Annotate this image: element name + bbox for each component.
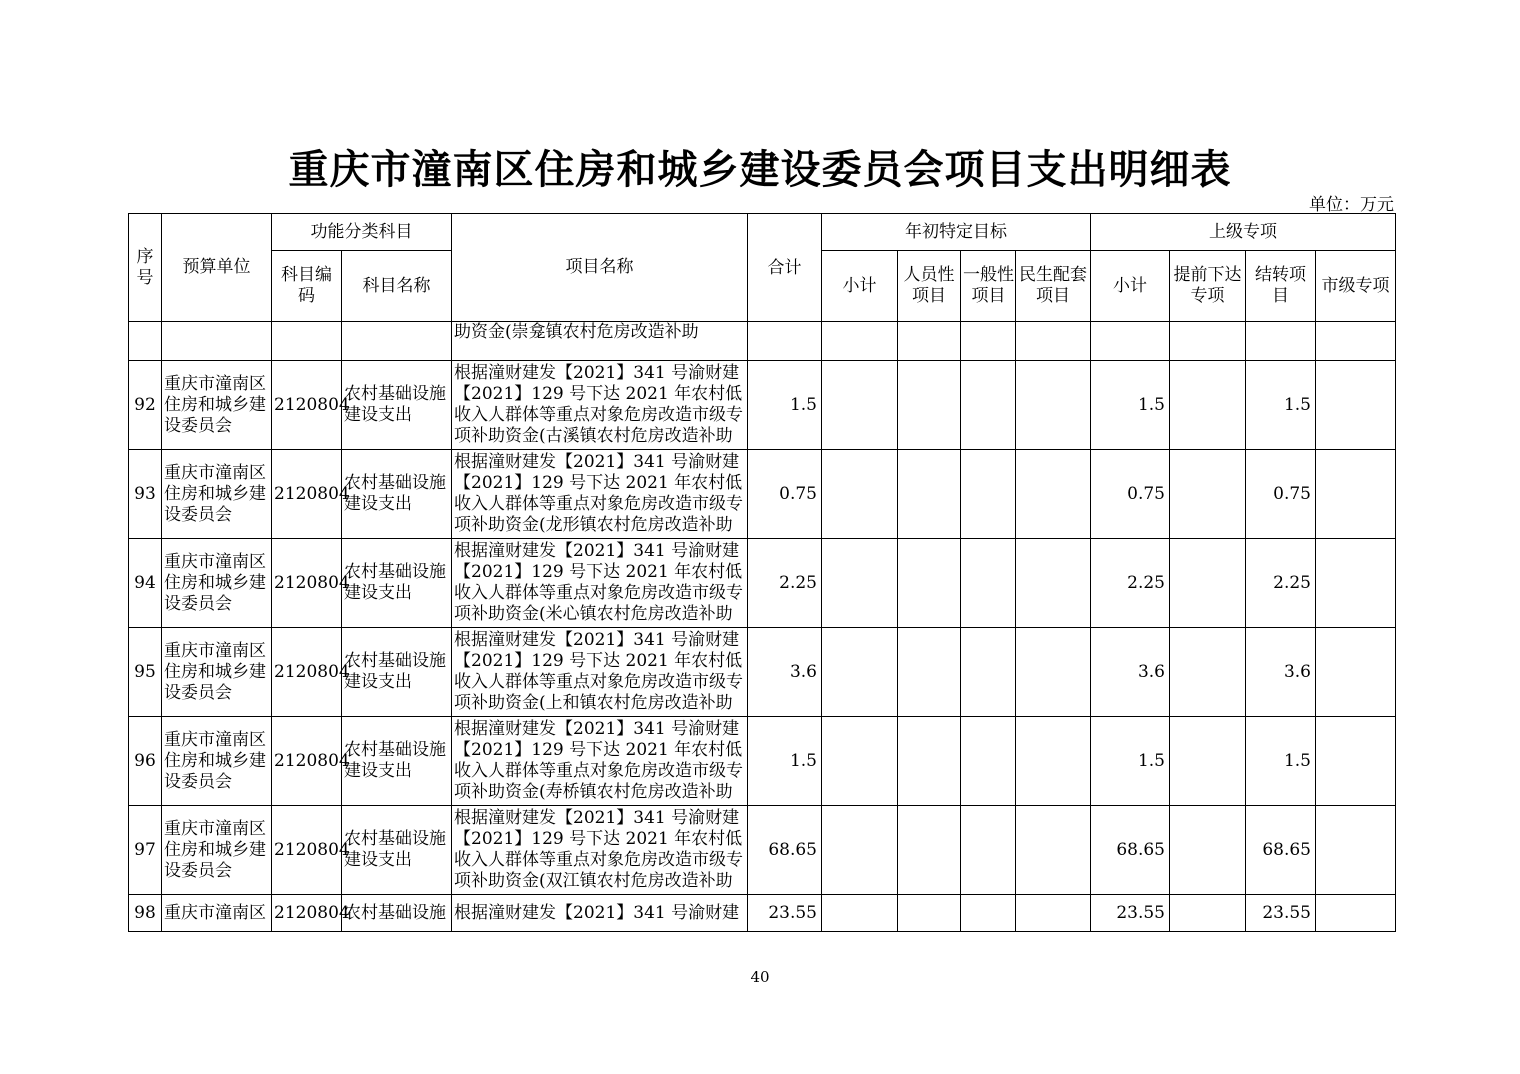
cell-unit: 重庆市潼南区住房和城乡建设委员会 <box>162 539 272 628</box>
cell-subject: 农村基础设施建设支出 <box>342 806 452 895</box>
cell-carryover: 68.65 <box>1246 806 1316 895</box>
cell-total: 23.55 <box>748 895 822 932</box>
cell-seq: 92 <box>129 361 162 450</box>
cell-unit: 重庆市潼南区住房和城乡建设委员会 <box>162 628 272 717</box>
table-row <box>129 717 1396 806</box>
cell-total: 2.25 <box>748 539 822 628</box>
header-unit: 预算单位 <box>162 214 272 322</box>
header-personnel: 人员性项目 <box>898 251 961 322</box>
header-carryover: 结转项目 <box>1246 251 1316 322</box>
table-row-continuation <box>129 322 1396 361</box>
cell-code: 2120804 <box>272 628 342 717</box>
header-upper-group: 上级专项 <box>1091 214 1396 251</box>
cell-project: 根据潼财建发【2021】341 号渝财建【2021】129 号下达 2021 年农村低收入人群体等重点对象危房改造市级专项补助资金(米心镇农村危房改造补助 <box>452 539 748 628</box>
cell-code: 2120804 <box>272 361 342 450</box>
header-upper-subtotal: 小计 <box>1091 251 1170 322</box>
cell-code: 2120804 <box>272 806 342 895</box>
cell-unit: 重庆市潼南区住房和城乡建设委员会 <box>162 717 272 806</box>
header-project: 项目名称 <box>452 214 748 322</box>
cell-code: 2120804 <box>272 895 342 932</box>
header-annual-group: 年初特定目标 <box>822 214 1091 251</box>
cell-total: 68.65 <box>748 806 822 895</box>
header-advance: 提前下达专项 <box>1170 251 1246 322</box>
cell-seq: 94 <box>129 539 162 628</box>
table-row <box>129 450 1396 539</box>
cell-project: 根据潼财建发【2021】341 号渝财建 <box>452 895 748 932</box>
cell-code: 2120804 <box>272 539 342 628</box>
cell-upper-subtotal: 0.75 <box>1091 450 1170 539</box>
page-title: 重庆市潼南区住房和城乡建设委员会项目支出明细表 <box>288 147 1232 193</box>
cell-seq: 93 <box>129 450 162 539</box>
cell-seq: 97 <box>129 806 162 895</box>
cell-unit: 重庆市潼南区住房和城乡建设委员会 <box>162 450 272 539</box>
header-code: 科目编码 <box>272 251 342 322</box>
cell-subject: 农村基础设施建设支出 <box>342 628 452 717</box>
header-total: 合计 <box>748 214 822 322</box>
cell-carryover: 23.55 <box>1246 895 1316 932</box>
header-general: 一般性项目 <box>961 251 1016 322</box>
table-row <box>129 806 1396 895</box>
cell-upper-subtotal: 2.25 <box>1091 539 1170 628</box>
cell-unit: 重庆市潼南区 <box>162 895 272 932</box>
cell-unit: 重庆市潼南区住房和城乡建设委员会 <box>162 806 272 895</box>
cell-seq: 96 <box>129 717 162 806</box>
cell-project: 根据潼财建发【2021】341 号渝财建【2021】129 号下达 2021 年农村低收入人群体等重点对象危房改造市级专项补助资金(龙形镇农村危房改造补助 <box>452 450 748 539</box>
cell-carryover: 1.5 <box>1246 717 1316 806</box>
cell-unit: 重庆市潼南区住房和城乡建设委员会 <box>162 361 272 450</box>
table-row <box>129 628 1396 717</box>
cell-upper-subtotal: 68.65 <box>1091 806 1170 895</box>
cell-project: 根据潼财建发【2021】341 号渝财建【2021】129 号下达 2021 年农村低收入人群体等重点对象危房改造市级专项补助资金(古溪镇农村危房改造补助 <box>452 361 748 450</box>
cell-carryover: 1.5 <box>1246 361 1316 450</box>
cell-seq: 98 <box>129 895 162 932</box>
page-number: 40 <box>750 968 770 986</box>
cell-code: 2120804 <box>272 717 342 806</box>
cell-subject: 农村基础设施建设支出 <box>342 717 452 806</box>
header-func-group: 功能分类科目 <box>272 214 452 251</box>
cell-project: 助资金(崇龛镇农村危房改造补助 <box>452 322 748 361</box>
header-seq: 序号 <box>129 214 162 322</box>
cell-subject: 农村基础设施 <box>342 895 452 932</box>
cell-project: 根据潼财建发【2021】341 号渝财建【2021】129 号下达 2021 年农村低收入人群体等重点对象危房改造市级专项补助资金(上和镇农村危房改造补助 <box>452 628 748 717</box>
cell-carryover: 0.75 <box>1246 450 1316 539</box>
cell-upper-subtotal: 3.6 <box>1091 628 1170 717</box>
cell-total: 3.6 <box>748 628 822 717</box>
unit-label: 单位：万元 <box>1309 195 1394 215</box>
cell-subject: 农村基础设施建设支出 <box>342 450 452 539</box>
cell-total: 1.5 <box>748 717 822 806</box>
cell-total: 1.5 <box>748 361 822 450</box>
cell-upper-subtotal: 1.5 <box>1091 717 1170 806</box>
cell-carryover: 2.25 <box>1246 539 1316 628</box>
table-row-last <box>129 895 1396 932</box>
cell-upper-subtotal: 23.55 <box>1091 895 1170 932</box>
cell-subject: 农村基础设施建设支出 <box>342 539 452 628</box>
header-subject: 科目名称 <box>342 251 452 322</box>
cell-carryover: 3.6 <box>1246 628 1316 717</box>
cell-code: 2120804 <box>272 450 342 539</box>
header-livelihood: 民生配套项目 <box>1016 251 1091 322</box>
project-expenditure-table <box>128 213 1396 932</box>
header-city: 市级专项 <box>1316 251 1396 322</box>
cell-seq: 95 <box>129 628 162 717</box>
table-row <box>129 361 1396 450</box>
cell-total: 0.75 <box>748 450 822 539</box>
cell-project: 根据潼财建发【2021】341 号渝财建【2021】129 号下达 2021 年农村低收入人群体等重点对象危房改造市级专项补助资金(双江镇农村危房改造补助 <box>452 806 748 895</box>
cell-project: 根据潼财建发【2021】341 号渝财建【2021】129 号下达 2021 年农村低收入人群体等重点对象危房改造市级专项补助资金(寿桥镇农村危房改造补助 <box>452 717 748 806</box>
header-annual-subtotal: 小计 <box>822 251 898 322</box>
header-row-1 <box>129 214 1396 251</box>
cell-upper-subtotal: 1.5 <box>1091 361 1170 450</box>
table-row <box>129 539 1396 628</box>
cell-subject: 农村基础设施建设支出 <box>342 361 452 450</box>
